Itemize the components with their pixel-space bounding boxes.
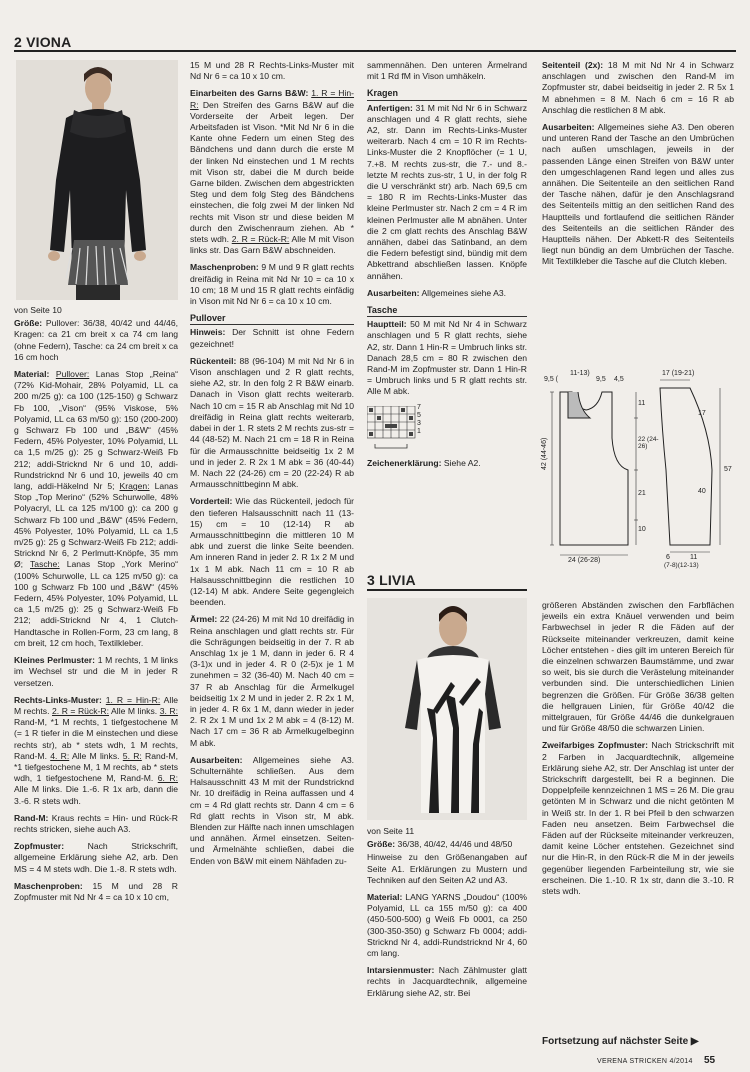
schematic-body-top-left: 9,5 (	[544, 376, 559, 383]
collar-heading: Kragen	[367, 88, 527, 100]
cable-chart	[367, 404, 527, 452]
section-title-viona: 2 VIONA	[14, 34, 72, 50]
schematic-sleeve-bottom-a: 6	[666, 554, 670, 561]
schematic-body-total-height: 42 (44-46)	[541, 437, 548, 470]
livia-size-heading: Größe:	[367, 839, 396, 850]
page-number: 55	[704, 1055, 716, 1066]
magazine-footer: VERENA STRICKEN 4/2014	[597, 1058, 693, 1065]
size-text: Pullover: 36/38, 40/42 und 44/46, Kragen: ca 21 cm breit x ca 74 cm lang (ohne Federn), Tasche: ca 24 cm breit x ca 16 cm hoch	[14, 318, 178, 362]
finishing-heading: Ausarbeiten:	[190, 754, 243, 765]
bag-finishing-text: Allgemeines siehe A3. Den oberen und unteren Rand der Tasche an den Umbrüchen nach außen umschlagen, jeweils in der passenden Länge einen Streifen von B&W unter den umgeschlagenen Rand legen und alles zus annähen. Die Seitenteile an den seitlichen Rand der Tasche nähen, dafür je den Anschlagsrand des Seitenteils mittig an den seitlichen Rand des Hauptteils und fortlaufend die seitlichen Ränder des Seitenteils an die seitlichen Ränder des Hauptteils nähen. Der Abkett-R des Seitenteils liegt nun bündig an dem Umbrüchen der Tasche. Mit Textilkleber die Tasche auf die Clutch kleben.	[542, 122, 734, 267]
rib-row4-text: Alle M links.	[69, 750, 123, 761]
material-collar-label: Kragen:	[119, 481, 150, 492]
rib-row5: 5. R:	[122, 750, 142, 761]
rib-row1-text: Alle M rechts.	[14, 694, 179, 716]
rib-row5-text: Rand-M, *1 tiefgestochene M, 1 M rechts, ab * stets wdh, 1 tiefgestochene M, Rand-M.	[14, 750, 179, 784]
livia-intarsia-heading: Intarsienmuster:	[367, 965, 435, 976]
continued-next-page: Fortsetzung auf nächster Seite ▶	[542, 1036, 699, 1047]
material-pullover-text: Lanas Stop „Reina“ (72% Kid-Mohair, 28% Polyamid, LL ca 200 m/25 g): ca 100 (125-150) g Schwarz Fb 100, „Vison“ (95% Viskose, 5% Polyamid, LL ca 63 m/50 g): 150 (200-200) g Schwarz Fb 100 und „B&W“ (45% Federn, 45% Polyester, 10% Polyamid, LL ca 1,5 m/25 g): 25 g Schwarz-Weiß Fb 212; addi-Stricknd Nr 6 und 10, addi-Rundstricknd Nr 6 und 10, jeweils 40 cm lang, addi-Häkelnd Nr 5;	[14, 369, 179, 492]
back-text: 88 (96-104) M mit Nd Nr 6 in Vison anschlagen und 2 R glatt rechts, siehe A2, str. In den folg 2 R B&W einarb. Danach in Vison glatt rechts weiterarb. Nach 10 cm = 15 R ab Anschlag mit Nd 10 dreifädig in Reina glatt rechts weiterarb, dabei in der 1. R stets 2 M rechts zus-str = 44 (48-52) M. Nach 21 cm = 18 R in Reina für die Armausschnitte beidseitig 1x 2 M und in jeder 2. R 2x 1 M abk = 36 (40-44) M. Nach 22 (24-26) cm = 20 (22-24) R ab Armausschnittbeginn M abk.	[190, 355, 354, 490]
material-bag-label: Tasche:	[30, 559, 60, 570]
chart-row-7: 7	[417, 403, 421, 411]
yarn-bw-heading: Einarbeiten des Garns B&W:	[190, 88, 309, 99]
livia-size-text: 36/38, 40/42, 44/46 und 48/50	[395, 839, 513, 850]
schematic-body-a: 11	[638, 400, 646, 407]
schematic-body-top-right: 9,5	[596, 376, 606, 383]
livia-column-left	[367, 826, 527, 1005]
pattern-schematic	[540, 370, 738, 570]
bag-main-text: 50 M mit Nd Nr 4 in Schwarz anschlagen und 5 R glatt rechts, siehe A2, str. Dann 1 Hin-R = Umbruch links str. Danach 28,5 cm = 80 R zwischen den Rand-M im Zopfmuster str. Dann 1 Hin-R = Umbruch links und 5 R glatt rechts str. Alle M abk.	[367, 319, 527, 397]
seed-stitch-heading: Kleines Perlmuster:	[14, 655, 96, 666]
schematic-sleeve-bottom-b: 11	[690, 554, 698, 561]
gauge-heading: Maschenproben:	[14, 880, 83, 891]
column-4	[542, 60, 734, 274]
livia-material-text: LANG YARNS „Doudou“ (100% Polyamid, LL ca 155 m/50 g): ca 400 (450-500-500) g Weiß Fb 0001, ca 250 (300-350-350) g Schwarz Fb 0004; addi-Stricknd Nr 4, addi-Rundstricknd Nr 4, 60 cm lang.	[367, 892, 527, 959]
rib-row4: 4. R:	[50, 750, 70, 761]
front-text: Wie das Rückenteil, jedoch für den tieferen Halsausschnitt nach 11 (13-15) cm = 10 (12-14) R ab Armausschnittbeginn die mittleren 10 M abk und zuerst die linke Seite beenden. Am inneren Rand in jeder 2. R 1x 2 M und 1x 1 M abk. Nach 11 cm = 10 R ab Halsausschnittbeginn die restlichen 10 (12-14) M abk. Andere Seite gegengleich beenden.	[190, 496, 354, 608]
column-3	[367, 60, 527, 475]
rib-row3-text: Rand-M, *1 M rechts, 1 tiefgestochene M (= 1 R tiefer in die M einstechen und diese rechts str), ab * stets wdh, 1 M rechts, Rand-M.	[14, 717, 178, 761]
material-pullover-label: Pullover:	[55, 369, 90, 380]
livia-two-color-cable-text: Nach Strickschrift mit 2 Farben in Jacquardtechnik, allgemeine Erklärung siehe A2, str. Der Anschlag ist unter der Strickschrift dargestellt, bei R a beginnen. Die Doppelpfeile kennzeichnen 1 MS = 26 M. Die grau getönten M in Schwarz und die nicht getönten M in Weiß str. In der 1. R bei Pfeil b den schwarzen Faden neu ansetzen. Beim Farbwechsel die Fäden auf der Rückseite miteinander verkreuzen, damit keine Löcher entstehen. Gezeichnet sind nur die Hin-R, in den Rück-R die M in der jeweils gegenüber liegenden Farbeinteilung str, wie sie erscheinen. Die 1.-10. R 1x str, dann die 3.-10. R stets wdh.	[542, 740, 734, 897]
note-text: Der Schnitt ist ohne Federn gezeichnet!	[190, 327, 354, 349]
header-rule	[14, 50, 736, 52]
schematic-sleeve-bottom-c: (7-8)(12-13)	[664, 562, 699, 569]
chart-row-5: 5	[417, 411, 421, 419]
cable-text: Nach Strickschrift, allgemeine Erklärung siehe A2, arb. Den MS = 4 M stets wdh. Die 1.-8. R stets wdh.	[14, 841, 178, 874]
edge-stitch-text: Kraus rechts = Hin- und Rück-R rechts stricken, siehe auch A3.	[14, 812, 178, 834]
yarn-bw-text1: Den Streifen des Garns B&W auf die Vorderseite der Arbeit legen. Der Arbeitsfaden ist Vison. *Mit Nd Nr 6 in die Kante ohne Federn um einen Steg des Bändchens und dann durch die erste M der linken Nd einstechen und 1 M rechts mit Vison str, dabei die M durch beide Garne bilden. Zwischen dem abgestrickten Steg und dem folg Steg des Bändchens einstechen, die folg zwei M der linken Nd rechts mit Vison str und diese beiden M durch den Zwischenraum ziehen. Ab * stets wdh.	[190, 99, 354, 245]
livia-notes: Hinweise zu den Größenangaben auf Seite A1. Erklärungen zu Mustern und Techniken auf den Seiten A2 und A3.	[367, 852, 527, 885]
column-2	[190, 60, 354, 873]
material-heading: Material:	[14, 369, 50, 380]
rib-pattern-heading: Rechts-Links-Muster:	[14, 694, 102, 705]
edge-stitch-heading: Rand-M:	[14, 812, 49, 823]
schematic-sleeve-top: 17 (19-21)	[662, 370, 695, 377]
finishing-text: Allgemeines siehe A3. Schulternähte schließen. Aus dem Halsausschnitt 43 M mit der Rundstricknd Nr. 10 dreifädig in Reina auffassen und 4 cm = 4 Rd glatt rechts str. Dann 4 cm = 6 Rd glatt rechts in Vison str, M abk. Blenden zur Hälfte nach innen umschlagen und annähen. Ärmel einsetzen. Seiten- und Ärmelnähte schließen, dabei die Enden von B&W mit einem Nähfaden zu-	[190, 754, 354, 866]
chart-row-numbers	[417, 404, 421, 436]
gauge2-heading: Maschenproben:	[190, 262, 259, 273]
column-1	[14, 305, 178, 909]
chart-row-1: 1	[417, 427, 421, 435]
schematic-sleeve-total: 57	[724, 466, 732, 473]
schematic-body-width: 24 (26-28)	[568, 557, 601, 564]
finishing-continued: sammennähen. Den unteren Ärmelrand mit 1 Rd fM in Vison umhäkeln.	[367, 60, 527, 82]
rib-row2: 2. R = Rück-R:	[52, 705, 109, 716]
schematic-body-c: 21	[638, 490, 646, 497]
collar-finishing-text: Allgemeines siehe A3.	[419, 287, 507, 298]
livia-photo	[367, 598, 527, 820]
livia-material-heading: Material:	[367, 892, 403, 903]
collar-making-text: 31 M mit Nd Nr 6 in Schwarz anschlagen und 4 R glatt rechts, siehe A2, str. Dann im Rechts-Links-Muster weiterarb. Nach 4 cm = 10 R im Rechts-Links-Muster die 2 Knopflöcher (= 1 U, 7.+8. M rechts zus-str, die 7.- und 8.-letzte M rechts zus-str, 1 U, in der folg R die U verschränkt str) arb. Nach 69,5 cm = 180 R im Rechts-Links-Muster das kleine Perlmuster str. Nach 2 cm = 4 R im kleinen Perlmuster alle M abnähen. Unter die 2 cm glatt rechts des Anschlag B&W annähen, dabei das Satinband, an dem die Federn befestigt sind, bündig mit dem Abkettrand abschließen lassen. Knöpfe annähen.	[367, 102, 527, 281]
rib-row1: 1. R = Hin-R:	[105, 694, 161, 705]
material-collar-text: Lanas Stop „Top Merino“ (52% Schurwolle, 48% Polyacryl, LL ca 125 m/100 g): ca 200 g Schwarz Fb 100 und „B&W“ (45% Federn, 45% Polyester, 10% Polyamid, LL ca 1,5 m/25 g): 25 g Schwarz-Weiß Fb 212; addi-Stricknd Nr 6, 2 Perlmutt-Knöpfe, 35 mm Ø;	[14, 481, 178, 570]
woman-tree-sweater-illustration	[367, 598, 527, 820]
livia-intarsia-continued: größeren Abständen zwischen den Farbflächen jeweils ein extra Knäuel verwenden und beim Farbwechsel in jeder R die Fäden auf der Rückseite miteinander verkreuzen, damit keine Löcher entstehen - dies gilt im unteren Bereich für die einzelnen schwarzen Baumstämme, und zwar so weit, bis sie durch die Verästelung miteinander verbunden sind. Die unterschiedlichen Linien begrenzen die Größen. Für Größe 36/38 gelten die hellgrauen Linien, für Größe 40/42 die mittelgrauen, für Größe 44/46 die dunkelgrauen und für Größe 48/50 die schwarzen Linien.	[542, 600, 734, 734]
livia-column-right	[542, 600, 734, 903]
bag-finishing-heading: Ausarbeiten:	[542, 122, 595, 133]
rib-row6: 6. R:	[157, 773, 178, 784]
livia-intarsia-text: Nach Zählmuster glatt rechts in Jacquardtechnik, allgemeine Erklärung siehe A2, str. Bei	[367, 965, 527, 998]
bag-main-heading: Hauptteil:	[367, 319, 407, 330]
livia-rule	[367, 589, 527, 591]
rib-row2-text: Alle M links.	[109, 705, 160, 716]
bag-heading: Tasche	[367, 305, 527, 317]
woman-sweater-illustration	[16, 60, 178, 300]
pullover-heading: Pullover	[190, 313, 354, 325]
collar-making-heading: Anfertigen:	[367, 102, 413, 113]
legend-text: Siehe A2.	[441, 457, 481, 468]
sleeve-text: 22 (24-26) M mit Nd 10 dreifädig in Reina anschlagen und glatt rechts str. Für die Schrägungen beidseitig in der 7. R ab Anschlag 1x je 1 M, dann in jeder 6. R 4 (3-1)x und in jeder 4. R 0 (2-5)x je 1 M zunehmen = 32 (36-40) M. Nach 40 cm = 37 R ab Anschlag für die Ärmelkugel beidseitig 1x 2 M und in jeder 2. R 2x 1 M, in jeder 4. R 6x 1 M, dann wieder in jeder 2. R 2x 1 M und 1x 2 M abk = 4 (8-12) M. Nach 17 cm = 36 R ab Ärmelkugelbeginn M abk.	[190, 614, 354, 748]
collar-finishing-heading: Ausarbeiten:	[367, 287, 420, 298]
chart-row-3: 3	[417, 419, 421, 427]
side-panel-heading: Seitenteil (2x):	[542, 60, 604, 70]
yarn-bw-row1: 1. R = Hin-R:	[190, 88, 355, 110]
viona-photo	[16, 60, 178, 300]
schematic-body-top-2: 4,5	[614, 376, 624, 383]
rib-row6-text: Alle M links. Die 1.-6. R 1x arb, dann die 3.-6. R stets wdh.	[14, 784, 178, 806]
seed-stitch-text: 1 M rechts, 1 M links im Wechsel str und die M in jeder R versetzen.	[14, 655, 179, 688]
sleeve-heading: Ärmel:	[190, 614, 218, 625]
yarn-bw-text2: Alle M mit Vison links str. Das Garn B&W abschneiden.	[190, 234, 354, 256]
livia-page-ref: von Seite 11	[367, 826, 415, 836]
front-heading: Vorderteil:	[190, 496, 233, 507]
gauge2-text: 9 M und 9 R glatt rechts dreifädig in Reina mit Nd Nr 10 = ca 10 x 10 cm; 18 M und 15 R glatt rechts einfädig in Vison mit Nd Nr 6 = ca 10 x 10 cm.	[190, 262, 354, 307]
livia-two-color-cable-heading: Zweifarbiges Zopfmuster:	[542, 740, 649, 751]
size-heading: Größe:	[14, 318, 43, 329]
schematic-body-d: 10	[638, 526, 646, 533]
note-heading: Hinweis:	[190, 327, 226, 338]
yarn-bw-row2: 2. R = Rück-R:	[231, 234, 290, 245]
side-panel-text: 18 M mit Nd Nr 4 in Schwarz anschlagen und zwischen den Rand-M im Zopfmuster str, dabei beidseitig in jeder 2. R 5x 1 M abnehmen = 8 M. Nach 6 cm = 16 R ab Anschlag die restlichen 8 M abk.	[542, 60, 734, 115]
rib-row3: 3. R:	[159, 705, 178, 716]
back-heading: Rückenteil:	[190, 355, 237, 366]
legend-heading: Zeichenerklärung:	[367, 457, 442, 468]
gauge-continued: 15 M und 28 R Rechts-Links-Muster mit Nd Nr 6 = ca 10 x 10 cm.	[190, 60, 354, 82]
section-title-livia: 3 LIVIA	[367, 572, 416, 588]
gauge-text: 15 M und 28 R Zopfmuster mit Nd Nr 4 = ca 10 x 10 cm,	[14, 880, 178, 902]
schematic-body-top: 11-13)	[570, 370, 590, 377]
schematic-sleeve-a: 17	[698, 410, 706, 417]
cable-heading: Zopfmuster:	[14, 841, 65, 852]
material-bag-text: Lanas Stop „York Merino“ (100% Schurwolle, LL ca 125 m/50 g): ca 100 g Schwarz Fb 100 und „B&W“ (45% Federn, 45% Polyester, 10% Polyamid, LL ca 1,5 m/25 g): 25 g Schwarz-Weiß Fb 212; addi-Stricknd Nr 4, 1 Clutch-Handtasche in Rollen-Form, 23 cm lang, 8 cm breit, 12 cm hoch, Textilkleber.	[14, 559, 178, 648]
schematic-sleeve-b: 40	[698, 488, 706, 495]
schematic-body-b: 22 (24-26)	[638, 436, 659, 450]
viona-page-ref: von Seite 10	[14, 305, 62, 315]
